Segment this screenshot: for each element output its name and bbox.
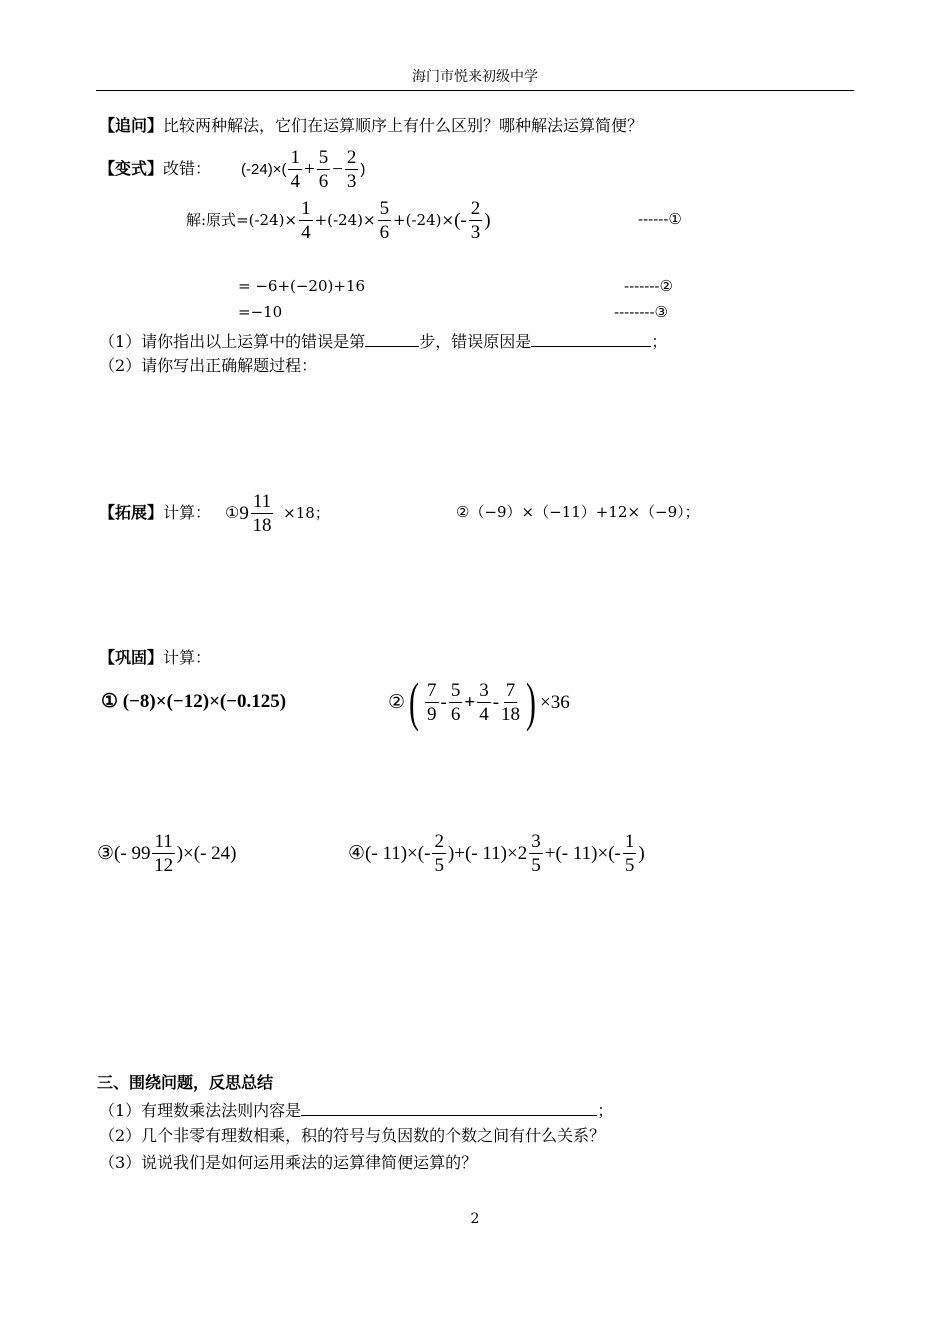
gonggu-p4-frac-2: $\frac{3}{5}$: [531, 830, 541, 876]
tuozhan-p1-suffix: ×18；: [283, 503, 330, 522]
gonggu-p2-frac-d: $\frac{7}{18}$: [501, 679, 521, 725]
solution-open: (-: [454, 209, 467, 231]
step-1-marker: ------①: [638, 210, 682, 228]
header-school-name: 海门市悦来初级中学: [412, 69, 538, 85]
bianshi-fraction-1: $\frac{1}{4}$: [290, 146, 300, 192]
bianshi-line: [99, 146, 366, 192]
bianshi-op-1: +: [303, 158, 315, 180]
big-left-paren: (: [409, 672, 419, 732]
section-3-question-3: （3）说说我们是如何运用乘法的运算律简便运算的？: [99, 1153, 478, 1172]
gonggu-line: [99, 650, 211, 666]
bianshi-expr-prefix: (-24)×(: [241, 160, 287, 178]
solution-line-1: [186, 197, 491, 243]
section-3-question-1: （1）有理数乘法法则内容是 ；: [99, 1101, 614, 1120]
tuozhan-p1-prefix: ①: [225, 503, 240, 522]
zhuiwen-line: [99, 118, 643, 134]
gonggu-p4-frac-1: $\frac{2}{5}$: [434, 830, 444, 876]
solution-mid-1: +(-24)×: [314, 210, 376, 229]
step-3-marker: --------③: [614, 303, 668, 321]
blank-multiplication-rule[interactable]: [301, 1101, 597, 1116]
gonggu-p2-suffix: ×36: [540, 691, 570, 713]
tuozhan-p1-whole: 9: [239, 502, 249, 524]
solution-line-2: = −6+(−20)+16: [238, 277, 366, 295]
bianshi-question-1: （1）请你指出以上运算中的错误是第 步，错误原因是 ；: [99, 332, 668, 351]
gonggu-p2-frac-b: $\frac{5}{6}$: [450, 679, 461, 725]
gonggu-p4-part-a: ④(- 11)×(-: [348, 842, 431, 864]
gonggu-p3-prefix: ③(- 99: [97, 842, 151, 864]
gonggu-p2-frac-a: $\frac{7}{9}$: [427, 679, 437, 725]
solution-prefix: 解:原式=(-24)×: [186, 210, 298, 229]
bianshi-fraction-2: $\frac{5}{6}$: [318, 146, 329, 192]
tuozhan-line: [99, 490, 330, 536]
solution-fraction-2: $\frac{5}{6}$: [379, 197, 390, 243]
big-right-paren: ): [526, 672, 536, 732]
bianshi-fraction-3: $\frac{2}{3}$: [346, 146, 357, 192]
bianshi-tag: 【变式】: [99, 159, 164, 178]
gonggu-p4-part-c: +(- 11)×(-: [544, 842, 621, 864]
gonggu-tag: 【巩固】: [99, 648, 164, 667]
solution-line-3: =−10: [238, 303, 283, 321]
gonggu-p2-frac-c: $\frac{3}{4}$: [479, 679, 489, 725]
tuozhan-label: 计算：: [163, 503, 212, 522]
tuozhan-tag: 【拓展】: [99, 503, 164, 522]
solution-fraction-3: $\frac{2}{3}$: [470, 197, 481, 243]
gonggu-p3-fraction: $\frac{11}{12}$: [154, 830, 174, 876]
gonggu-p4-frac-3: $\frac{1}{5}$: [624, 830, 635, 876]
header-rule: [96, 90, 854, 91]
section-3-question-2: （2）几个非零有理数相乘，积的符号与负因数的个数之间有什么关系？: [99, 1126, 606, 1145]
gonggu-p2-op2: +: [464, 691, 476, 713]
gonggu-p4-part-d: ): [638, 842, 645, 864]
bianshi-expr-suffix: ): [360, 160, 366, 178]
gonggu-p2-op1: -: [440, 691, 447, 713]
gonggu-p2-prefix: ②: [388, 691, 406, 713]
gonggu-p3: [97, 828, 237, 878]
gonggu-p2-op3: -: [492, 691, 500, 713]
bianshi-question-2: （2）请你写出正确解题过程：: [99, 356, 318, 375]
blank-step[interactable]: [365, 332, 419, 347]
tuozhan-p1-fraction: $\frac{11}{18}$: [252, 490, 272, 536]
page-number: 2: [470, 1211, 480, 1227]
solution-fraction-1: $\frac{1}{4}$: [301, 197, 311, 243]
tuozhan-p2: ②（−9）×（−11）+12×（−9）；: [456, 503, 700, 521]
solution-close: ): [484, 209, 491, 231]
zhuiwen-text: 比较两种解法，它们在运算顺序上有什么区别？哪种解法运算简便？: [163, 116, 644, 135]
zhuiwen-tag: 【追问】: [99, 116, 164, 135]
gonggu-p1: ① (−8)×(−12)×(−0.125): [101, 691, 287, 712]
gonggu-p2: [388, 674, 570, 730]
gonggu-label: 计算：: [163, 648, 212, 667]
section-3-title: 三、围绕问题，反思总结: [97, 1073, 274, 1092]
gonggu-p3-suffix: )×(- 24): [176, 842, 237, 864]
solution-mid-2: +(-24)×: [393, 210, 455, 229]
gonggu-p4-part-b: )+(- 11)×2: [447, 842, 528, 864]
gonggu-p4: [348, 828, 645, 878]
blank-reason[interactable]: [531, 332, 651, 347]
step-2-marker: -------②: [624, 277, 673, 295]
bianshi-op-2: −: [332, 158, 343, 180]
bianshi-label: 改错：: [163, 159, 212, 178]
